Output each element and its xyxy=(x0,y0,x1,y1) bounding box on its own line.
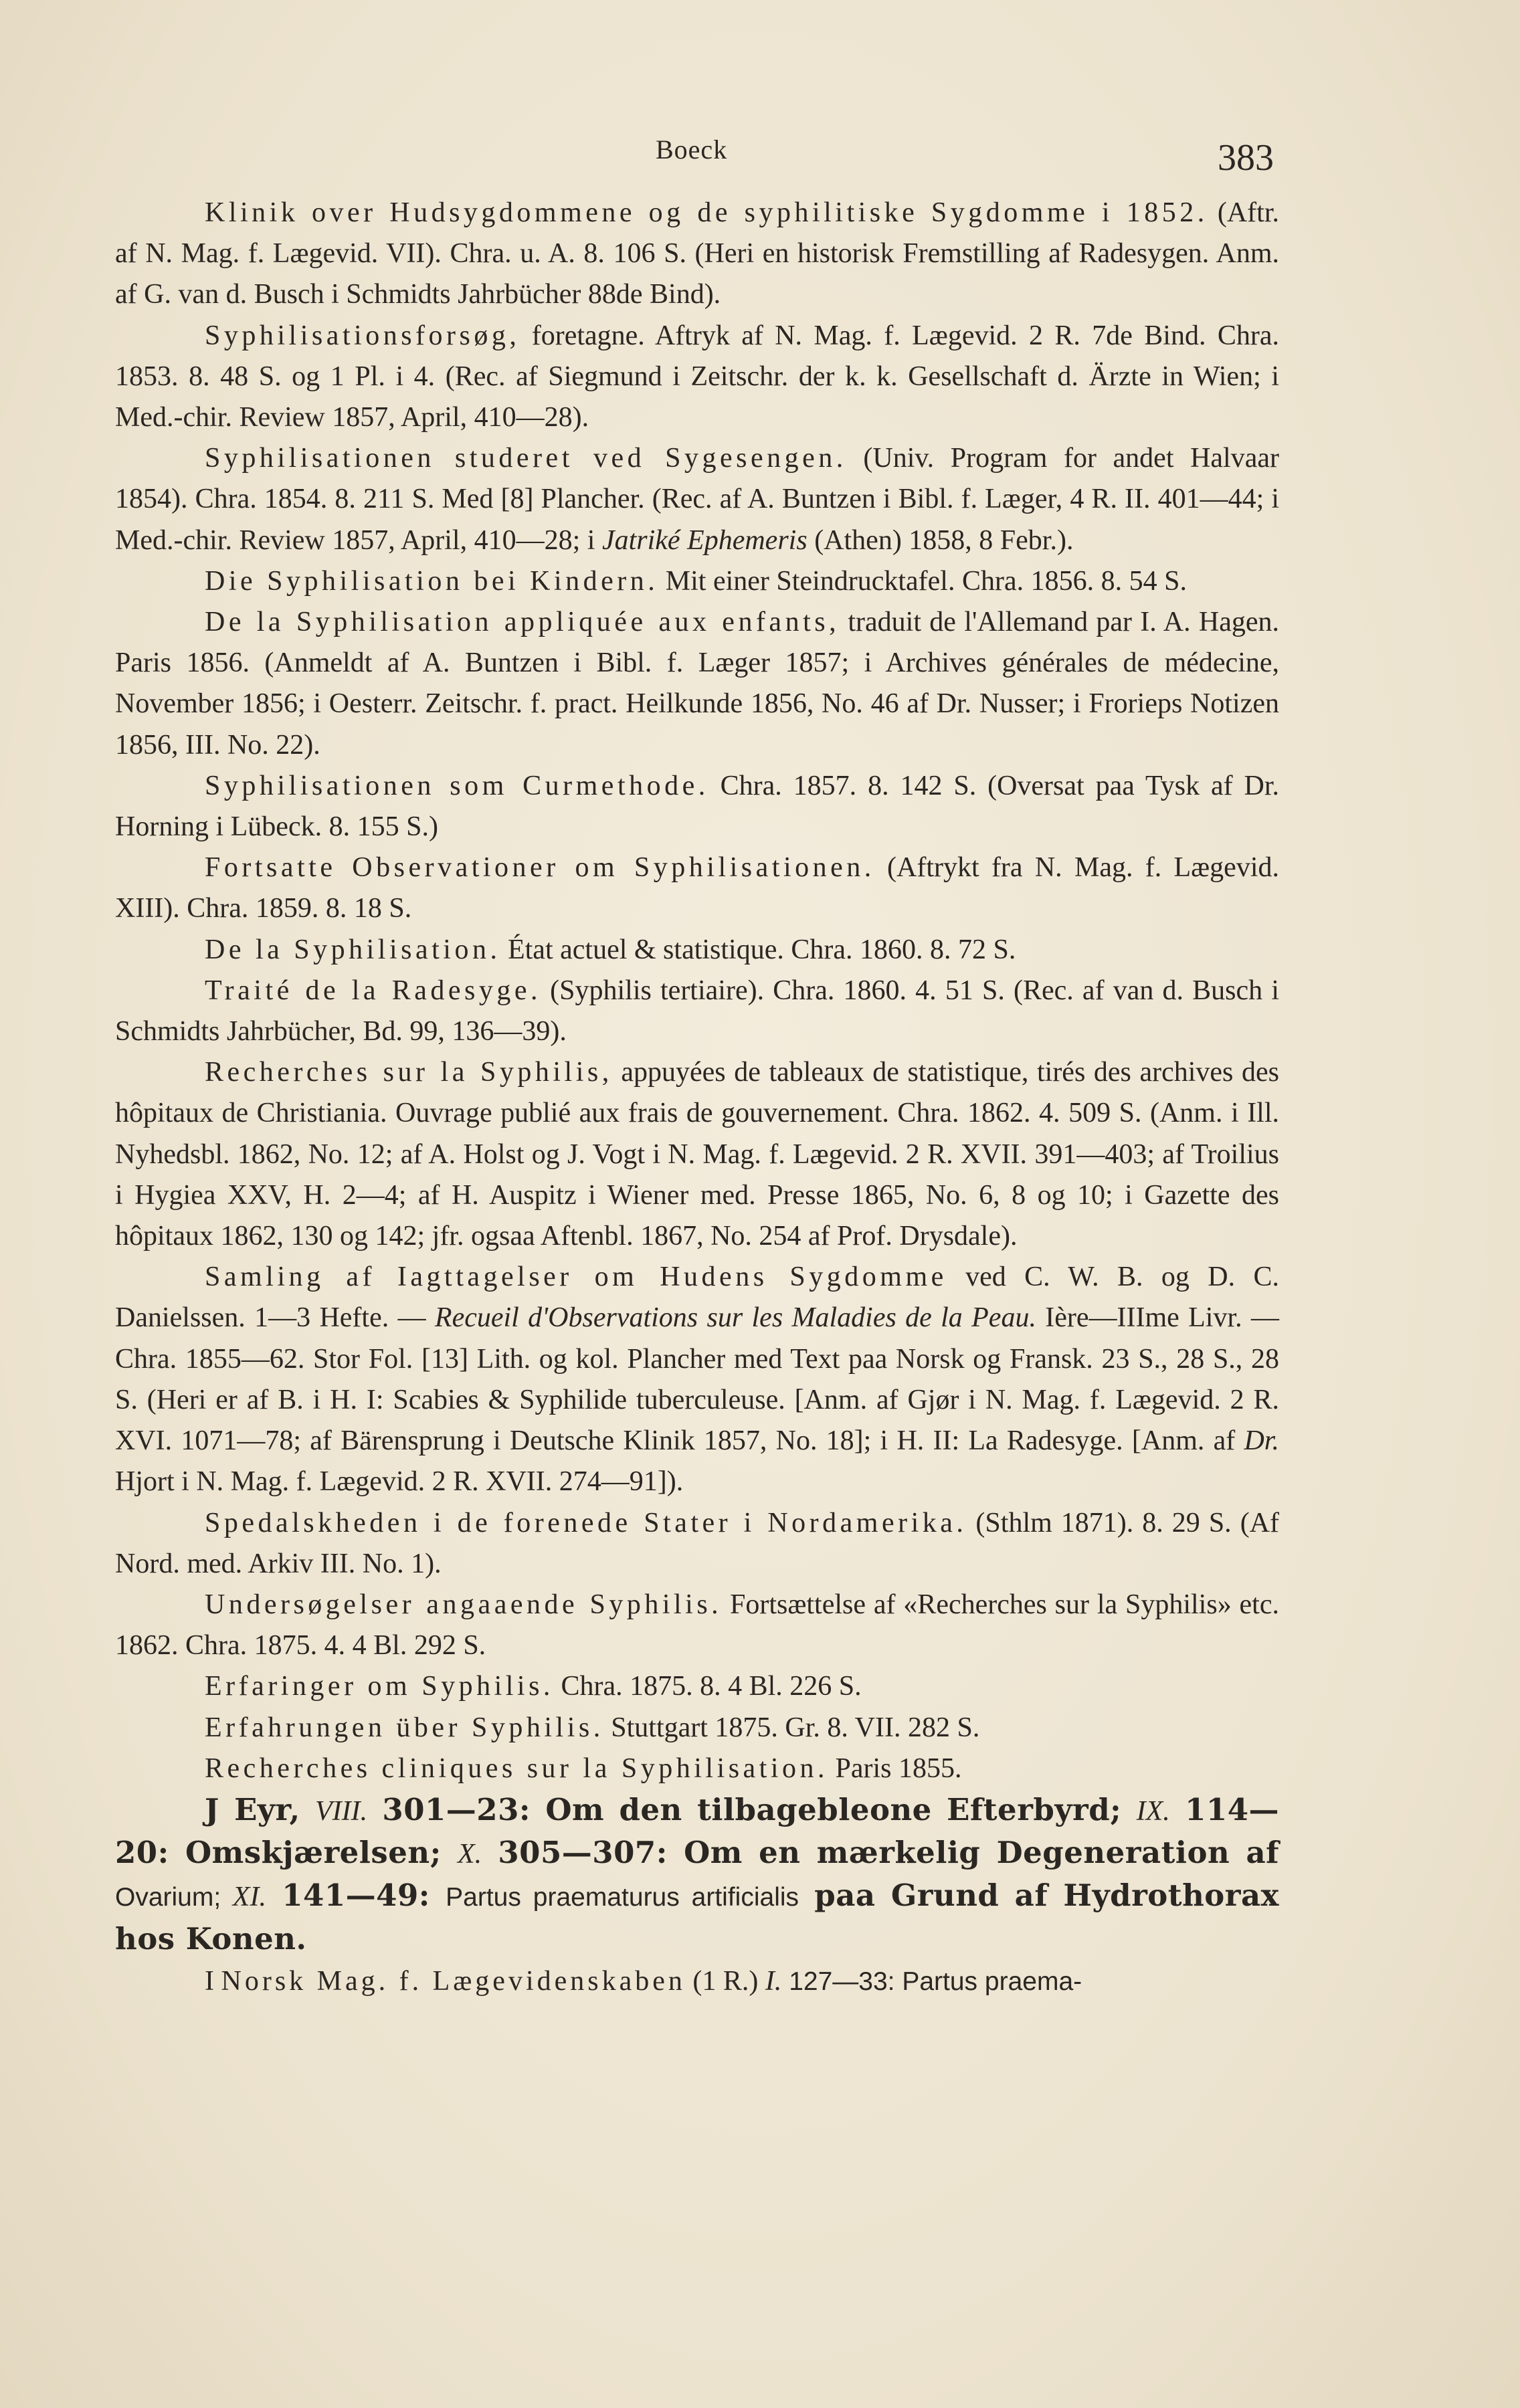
entry-gothic-text: 114—20: Omskjærelsen; xyxy=(115,1791,1279,1871)
bibliography-text xyxy=(115,193,1279,2002)
bibliography-entry xyxy=(115,971,1279,1052)
entry-italic: Dr. xyxy=(1244,1425,1279,1457)
entry-gothic-text: 141—49: xyxy=(266,1878,446,1914)
running-head: Boeck xyxy=(656,134,728,165)
entry-title: De la Syphilisation. xyxy=(205,934,501,965)
bibliography-entry xyxy=(115,1961,1279,2002)
entry-gothic-text: 305—307: Om en mærkelig Degeneration af xyxy=(482,1835,1279,1871)
bibliography-entry xyxy=(115,766,1279,847)
entry-details: (Syphilis tertiaire). Chra. 1860. 4. 51 S. (Rec. af van d. Busch i Schmidts Jahrbücher, Bd. 99, 136—39). xyxy=(115,975,1279,1047)
bibliography-entry xyxy=(115,1708,1279,1748)
entry-details: Paris 1855. xyxy=(828,1752,962,1784)
bibliography-entry xyxy=(115,1052,1279,1257)
entry-details: 127—33: Partus praema- xyxy=(781,1967,1082,1996)
entry-title: Spedalskheden i de forenede Stater i Nordamerika. xyxy=(205,1507,967,1538)
entry-details: Stuttgart 1875. Gr. 8. VII. 282 S. xyxy=(603,1712,980,1743)
entry-italic: X. xyxy=(457,1839,482,1870)
entry-title: Recherches cliniques sur la Syphilisation. xyxy=(205,1752,829,1784)
entry-details: Chra. 1857. 8. 142 S. (Oversat paa Tysk af Dr. Horning i Lübeck. 8. 155 S.) xyxy=(115,770,1279,843)
entry-latin-text: Ovarium; xyxy=(115,1883,221,1912)
entry-title: Syphilisationsforsøg, xyxy=(205,320,520,351)
bibliography-entry xyxy=(115,602,1279,766)
entry-details: (Univ. Program for andet Halvaar 1854). Chra. 1854. 8. 211 S. Med [8] Plancher. (Rec. af A. Buntzen i Bibl. f. Læger, 4 R. II. 401—44; i Med.-chir. Review 1857, April, 410—28; i xyxy=(115,443,1279,556)
entry-details: Ière—IIIme Livr. — Chra. 1855—62. Stor Fol. [13] Lith. og kol. Plancher med Text paa Norsk og Fransk. 23 S., 28 S., 28 S. (Heri er af B. i H. I: Scabies & Syphilide tuberculeuse. [Anm. af Gjør i N. Mag. f. Lægevid. 2 R. XVI. 1071—78; af Bärensprung i Deutsche Klinik 1857, No. 18]; i H. II: La Radesyge. [Anm. af xyxy=(115,1302,1279,1457)
entry-details: ved C. W. B. og D. C. Danielssen. 1—3 Hefte. — xyxy=(115,1262,1279,1334)
entry-title: Recherches sur la Syphilis, xyxy=(205,1057,613,1088)
bibliography-entry xyxy=(115,1503,1279,1585)
bibliography-entry xyxy=(115,1257,1279,1502)
entry-italic: XI. xyxy=(221,1882,266,1913)
entry-title: Traité de la Radesyge. xyxy=(205,975,541,1006)
entry-details: État actuel & statistique. Chra. 1860. 8. 72 S. xyxy=(500,934,1016,965)
entry-gothic-text: J Eyr, xyxy=(205,1791,315,1827)
bibliography-entry xyxy=(115,438,1279,561)
entry-details: Fortsættelse af «Recherches sur la Syphilis» etc. 1862. Chra. 1875. 4. 4 Bl. 292 S. xyxy=(115,1589,1279,1662)
entry-title: Syphilisationen som Curmethode. xyxy=(205,770,709,801)
entry-title: Samling af Iagttagelser om Hudens Sygdomme xyxy=(205,1262,947,1293)
entry-details: (Sthlm 1871). 8. 29 S. (Af Nord. med. Arkiv III. No. 1). xyxy=(115,1507,1279,1579)
entry-italic: I. xyxy=(765,1965,782,1997)
entry-latin-text: Partus praematurus artificialis xyxy=(446,1883,799,1912)
entry-details: foretagne. Aftryk af N. Mag. f. Lægevid. 2 R. 7de Bind. Chra. 1853. 8. 48 S. og 1 Pl. i 4. (Rec. af Siegmund i Zeitschr. der k. k. Gesellschaft d. Ärzte in Wien; i Med.-chir. Review 1857, April, 410—28). xyxy=(115,320,1279,433)
bibliography-entry xyxy=(115,1748,1279,1789)
entry-title: Norsk Mag. f. Lægevidenskaben xyxy=(221,1965,686,1997)
entry-details: Mit einer Steindrucktafel. Chra. 1856. 8. 54 S. xyxy=(658,565,1187,597)
entry-italic: Jatriké Ephemeris xyxy=(601,524,808,556)
entry-title: Undersøgelser angaaende Syphilis. xyxy=(205,1589,723,1620)
entry-title: Syphilisationen studeret ved Sygesengen. xyxy=(205,443,847,474)
bibliography-entry xyxy=(115,193,1279,316)
entry-details: (Aftrykt fra N. Mag. f. Lægevid. XIII). Chra. 1859. 8. 18 S. xyxy=(115,852,1279,924)
entry-details: (Athen) 1858, 8 Febr.). xyxy=(807,524,1074,556)
entry-title: Fortsatte Observationer om Syphilisationen. xyxy=(205,852,875,884)
entry-details: appuyées de tableaux de statistique, tirés des archives des hôpitaux de Christiania. Ouvrage publié aux frais de gouvernement. Chra. 1862. 4. 509 S. (Anm. i Ill. Nyhedsbl. 1862, No. 12; af A. Holst og J. Vogt i N. Mag. f. Lægevid. 2 R. XVII. 391—403; af Troilius i Hygiea XXV, H. 2—4; af H. Auspitz i Wiener med. Presse 1865, No. 6, 8 og 10; i Gazette des hôpitaux 1862, 130 og 142; jfr. ogsaa Aftenbl. 1867, No. 254 af Prof. Drysdale). xyxy=(115,1057,1279,1252)
entry-title: Klinik over Hudsygdommene og de syphilitiske Sygdomme i 1852. xyxy=(205,197,1208,228)
entry-title: Die Syphilisation bei Kindern. xyxy=(205,565,659,597)
bibliography-entry xyxy=(115,316,1279,439)
entry-title: Erfahrungen über Syphilis. xyxy=(205,1712,604,1743)
bibliography-entry xyxy=(115,930,1279,971)
bibliography-entry-gothic xyxy=(115,1789,1279,1961)
entry-title: De la Syphilisation appliquée aux enfants, xyxy=(205,607,840,638)
entry-details: (1 R.) xyxy=(685,1965,765,1997)
entry-italic: IX. xyxy=(1136,1795,1170,1827)
bibliography-entry xyxy=(115,847,1279,929)
entry-details: Hjort i N. Mag. f. Lægevid. 2 R. XVII. 274—91]). xyxy=(115,1466,684,1498)
entry-title: Erfaringer om Syphilis. xyxy=(205,1671,554,1702)
entry-gothic-text: paa Grund af Hydrothorax hos Konen. xyxy=(115,1878,1280,1956)
page-number: 383 xyxy=(1218,137,1274,179)
bibliography-entry xyxy=(115,561,1279,602)
entry-italic: Recueil d'Observations sur les Maladies de la Peau. xyxy=(434,1302,1036,1334)
bibliography-entry xyxy=(115,1666,1279,1707)
entry-details: Chra. 1875. 8. 4 Bl. 226 S. xyxy=(553,1671,862,1702)
entry-details: traduit de l'Allemand par I. A. Hagen. Paris 1856. (Anmeldt af A. Buntzen i Bibl. f. Læger 1857; i Archives générales de médecine, November 1856; i Oesterr. Zeitschr. f. pract. Heilkunde 1856, No. 46 af Dr. Nusser; i Frorieps Notizen 1856, III. No. 22). xyxy=(115,607,1279,761)
entry-gothic-text: 301—23: Om den tilbagebleone Efterbyrd; xyxy=(367,1791,1137,1827)
entry-prefix: I xyxy=(205,1965,221,1997)
bibliography-entry xyxy=(115,1585,1279,1666)
entry-italic: VIII. xyxy=(314,1795,368,1827)
entry-details: (Aftr. af N. Mag. f. Lægevid. VII). Chra. u. A. 8. 106 S. (Heri en historisk Fremstilling af Radesygen. Anm. af G. van d. Busch i Schmidts Jahrbücher 88de Bind). xyxy=(115,197,1279,310)
